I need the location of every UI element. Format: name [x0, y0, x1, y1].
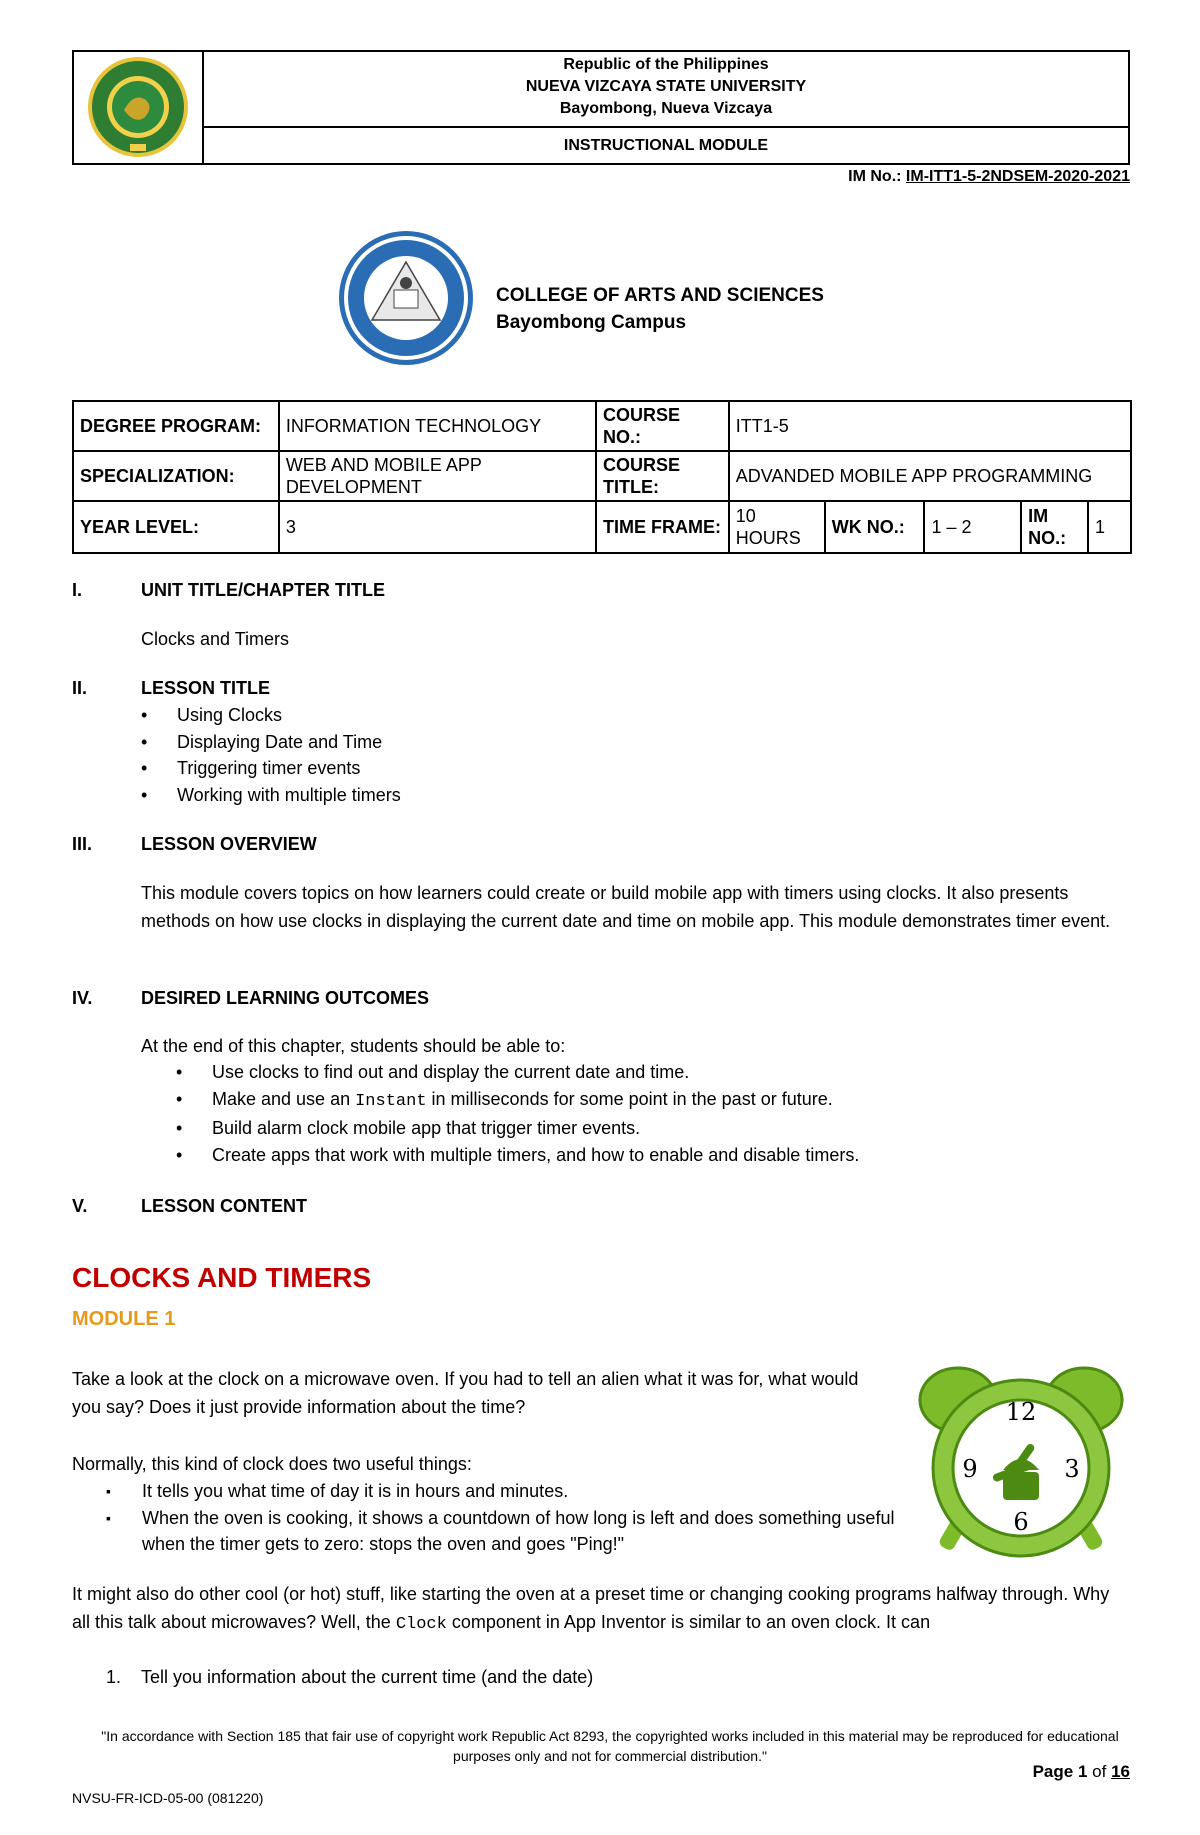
alarm-clock-image — [908, 1360, 1134, 1560]
section-4-title: DESIRED LEARNING OUTCOMES — [141, 988, 430, 1008]
outcome-2-pre: Make and use an — [212, 1088, 356, 1109]
header-line2: NUEVA VIZCAYA STATE UNIVERSITY — [525, 78, 807, 95]
college-campus: Bayombong Campus — [496, 312, 687, 333]
year-level-value: 3 — [279, 501, 596, 553]
paragraph-3-pre: It might also do other cool (or hot) stuff, like starting the oven at a preset time or changing cooking programs halfway through. Why all this talk about microwaves? Well, the — [72, 1584, 1110, 1632]
section-1-text: Clocks and Timers — [141, 629, 290, 649]
page-of: of — [1092, 1762, 1107, 1781]
list-item: • Create apps that work with multiple timers, and how to enable and disable timers. — [176, 1142, 1136, 1169]
content-paragraph-1: Take a look at the clock on a microwave oven. If you had to tell an alien what it was for, what would you say? Does it just provide information about the time? — [72, 1369, 859, 1417]
section-2-title: LESSON TITLE — [141, 678, 271, 698]
clock-number-9: 9 — [962, 1455, 978, 1483]
instant-code: Instant — [355, 1091, 427, 1111]
college-seal — [336, 228, 476, 368]
section-1-title: UNIT TITLE/CHAPTER TITLE — [141, 580, 385, 600]
header-info — [204, 52, 1128, 128]
im-number-value: IM-ITT1-5-2NDSEM-2020-2021 — [905, 168, 1130, 185]
section-5-number: V. — [72, 1196, 88, 1216]
table-row — [73, 501, 1131, 553]
outcomes-list — [176, 1059, 1136, 1168]
header-line3: Bayombong, Nueva Vizcaya — [559, 100, 773, 117]
android-alarm-clock-icon — [908, 1360, 1134, 1560]
module-type: INSTRUCTIONAL MODULE — [204, 126, 1128, 165]
course-title-label: COURSE TITLE: — [596, 451, 729, 501]
list-item: • Working with multiple timers — [141, 782, 401, 809]
specialization-label: SPECIALIZATION: — [73, 451, 279, 501]
section-1-number: I. — [72, 580, 83, 600]
oven-clock-list — [106, 1478, 906, 1558]
content-paragraph-2: Normally, this kind of clock does two useful things: — [72, 1454, 472, 1474]
outcome-2-post: in milliseconds for some point in the past or future. — [426, 1088, 833, 1109]
form-code: NVSU-FR-ICD-05-00 (081220) — [72, 1790, 264, 1806]
lesson-overview-text: This module covers topics on how learners could create or build mobile app with timers using clocks. It also presents methods on how use clocks in displaying the current date and time on mobile app. This module demonstrates timer event. — [141, 883, 1111, 931]
degree-value: INFORMATION TECHNOLOGY — [279, 401, 596, 451]
list-item: • Use clocks to find out and display the current date and time. — [176, 1059, 1136, 1086]
section-5-title: LESSON CONTENT — [141, 1196, 308, 1216]
time-frame-value: 10 HOURS — [729, 501, 825, 553]
time-frame-label: TIME FRAME: — [596, 501, 729, 553]
page-label: Page — [1032, 1762, 1074, 1781]
course-info-table — [72, 400, 1132, 554]
college-seal-graphic — [336, 228, 476, 368]
section-3-title: LESSON OVERVIEW — [141, 834, 317, 854]
module-label: MODULE 1 — [72, 1308, 176, 1330]
clock-code: Clock — [395, 1615, 447, 1634]
clock-number-12: 12 — [1005, 1398, 1037, 1426]
specialization-value: WEB AND MOBILE APP DEVELOPMENT — [279, 451, 596, 501]
copyright-note: "In accordance with Section 185 that fair use of copyright work Republic Act 8293, the copyrighted works included in this material may be reproduced for educational purposes only and not for commercial distribution." — [101, 1728, 1119, 1764]
list-item: ▪ When the oven is cooking, it shows a countdown of how long is left and does something useful when the timer gets to zero: stops the oven and goes "Ping!" — [106, 1505, 906, 1558]
paragraph-3-post: component in App Inventor is similar to an oven clock. It can — [446, 1612, 931, 1632]
clock-number-6: 6 — [1013, 1508, 1029, 1536]
list-item: • Triggering timer events — [141, 755, 401, 782]
content-title: CLOCKS AND TIMERS — [72, 1262, 372, 1293]
document-header — [72, 50, 1130, 165]
section-2-number: II. — [72, 678, 88, 698]
page-total: 16 — [1111, 1762, 1130, 1781]
course-no-value: ITT1-5 — [729, 401, 1131, 451]
wk-no-value: 1 – 2 — [924, 501, 1021, 553]
lesson-title-list — [141, 702, 401, 808]
college-name: COLLEGE OF ARTS AND SCIENCES — [496, 285, 824, 306]
list-item — [176, 1086, 1136, 1116]
outcomes-intro: At the end of this chapter, students should be able to: — [141, 1036, 566, 1056]
ordered-item-number: 1. — [106, 1667, 122, 1687]
im-number-label: IM No.: — [848, 168, 902, 185]
im-no-value: 1 — [1088, 501, 1131, 553]
nvsu-logo — [74, 52, 202, 163]
im-no-label: IM NO.: — [1021, 501, 1088, 553]
university-logo-cell — [74, 52, 204, 163]
course-title-value: ADVANDED MOBILE APP PROGRAMMING — [729, 451, 1131, 501]
wk-no-label: WK NO.: — [825, 501, 925, 553]
page-current: 1 — [1077, 1762, 1088, 1781]
table-row — [73, 401, 1131, 451]
clock-number-3: 3 — [1064, 1455, 1080, 1483]
year-level-label: YEAR LEVEL: — [73, 501, 279, 553]
list-item: • Build alarm clock mobile app that trigger timer events. — [176, 1115, 1136, 1142]
degree-label: DEGREE PROGRAM: — [73, 401, 279, 451]
college-block — [496, 282, 824, 336]
list-item: ▪ It tells you what time of day it is in hours and minutes. — [106, 1478, 906, 1505]
page-number — [1033, 1762, 1130, 1782]
table-row — [73, 451, 1131, 501]
header-line1: Republic of the Philippines — [563, 56, 769, 73]
list-item: • Using Clocks — [141, 702, 401, 729]
list-item: • Displaying Date and Time — [141, 729, 401, 756]
section-4-number: IV. — [72, 988, 93, 1008]
im-number — [848, 168, 1130, 186]
course-no-label: COURSE NO.: — [596, 401, 729, 451]
content-paragraph-3 — [72, 1580, 1132, 1639]
section-3-number: III. — [72, 834, 93, 854]
ordered-item-text: Tell you information about the current time (and the date) — [141, 1667, 594, 1687]
